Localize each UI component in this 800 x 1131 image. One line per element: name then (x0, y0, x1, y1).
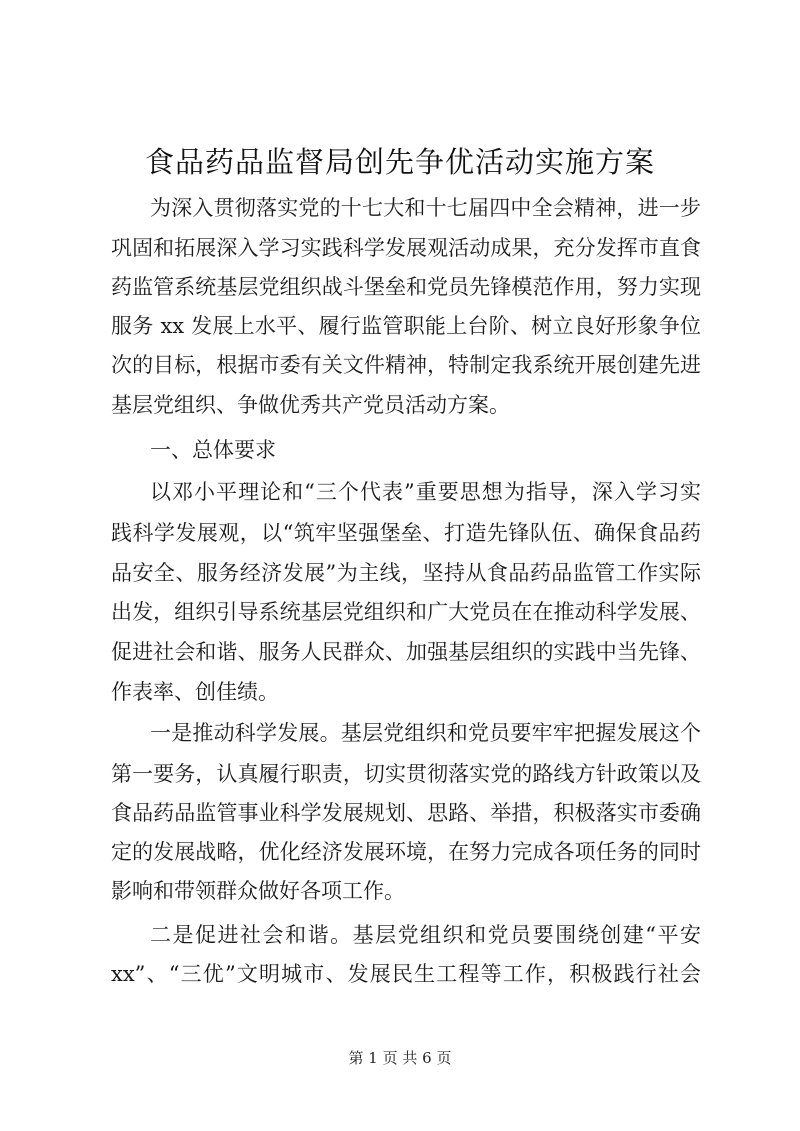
paragraph-line: 以邓小平理论和“三个代表”重要思想为指导，深入学习实 (150, 480, 701, 504)
paragraph-line: 践科学发展观，以“筑牢坚强堡垒、打造先锋队伍、确保食品药 (111, 521, 701, 545)
paragraph-line: 巩固和拓展深入学习实践科学发展观活动成果，充分发挥市直食 (111, 236, 701, 260)
paragraph-line: 品安全、服务经济发展”为主线，坚持从食品药品监管工作实际 (111, 561, 701, 585)
paragraph-line: xx”、“三优”文明城市、发展民生工程等工作，积极践行社会 (111, 962, 701, 986)
paragraph-line: 二是促进社会和谐。基层党组织和党员要围绕创建“平安 (150, 923, 701, 947)
paragraph-line: 服务 xx 发展上水平、履行监管职能上台阶、树立良好形象争位 (111, 314, 701, 338)
paragraph-line: 作表率、创佳绩。 (111, 680, 279, 704)
paragraph-line: 次的目标，根据市委有关文件精神，特制定我系统开展创建先进 (111, 353, 701, 377)
section-heading: 一、总体要求 (150, 438, 276, 462)
paragraph-line: 药监管系统基层党组织战斗堡垒和党员先锋模范作用，努力实现 (111, 275, 701, 299)
paragraph-line: 为深入贯彻落实党的十七大和十七届四中全会精神，进一步 (150, 196, 701, 220)
paragraph-line: 定的发展战略，优化经济发展环境，在努力完成各项任务的同时 (111, 840, 701, 864)
paragraph-line: 影响和带领群众做好各项工作。 (111, 879, 405, 903)
page-footer: 第 1 页 共 6 页 (348, 1049, 452, 1067)
paragraph-line: 基层党组织、争做优秀共产党员活动方案。 (111, 393, 510, 417)
paragraph-line: 促进社会和谐、服务人民群众、加强基层组织的实践中当先锋、 (111, 640, 701, 664)
paragraph-line: 食品药品监管事业科学发展规划、思路、举措，积极落实市委确 (111, 801, 701, 825)
paragraph-line: 一是推动科学发展。基层党组织和党员要牢牢把握发展这个 (150, 721, 701, 745)
paragraph-line: 第一要务，认真履行职责，切实贯彻落实党的路线方针政策以及 (111, 762, 701, 786)
paragraph-line: 出发，组织引导系统基层党组织和广大党员在在推动科学发展、 (111, 600, 701, 624)
document-title: 食品药品监督局创先争优活动实施方案 (144, 145, 655, 179)
